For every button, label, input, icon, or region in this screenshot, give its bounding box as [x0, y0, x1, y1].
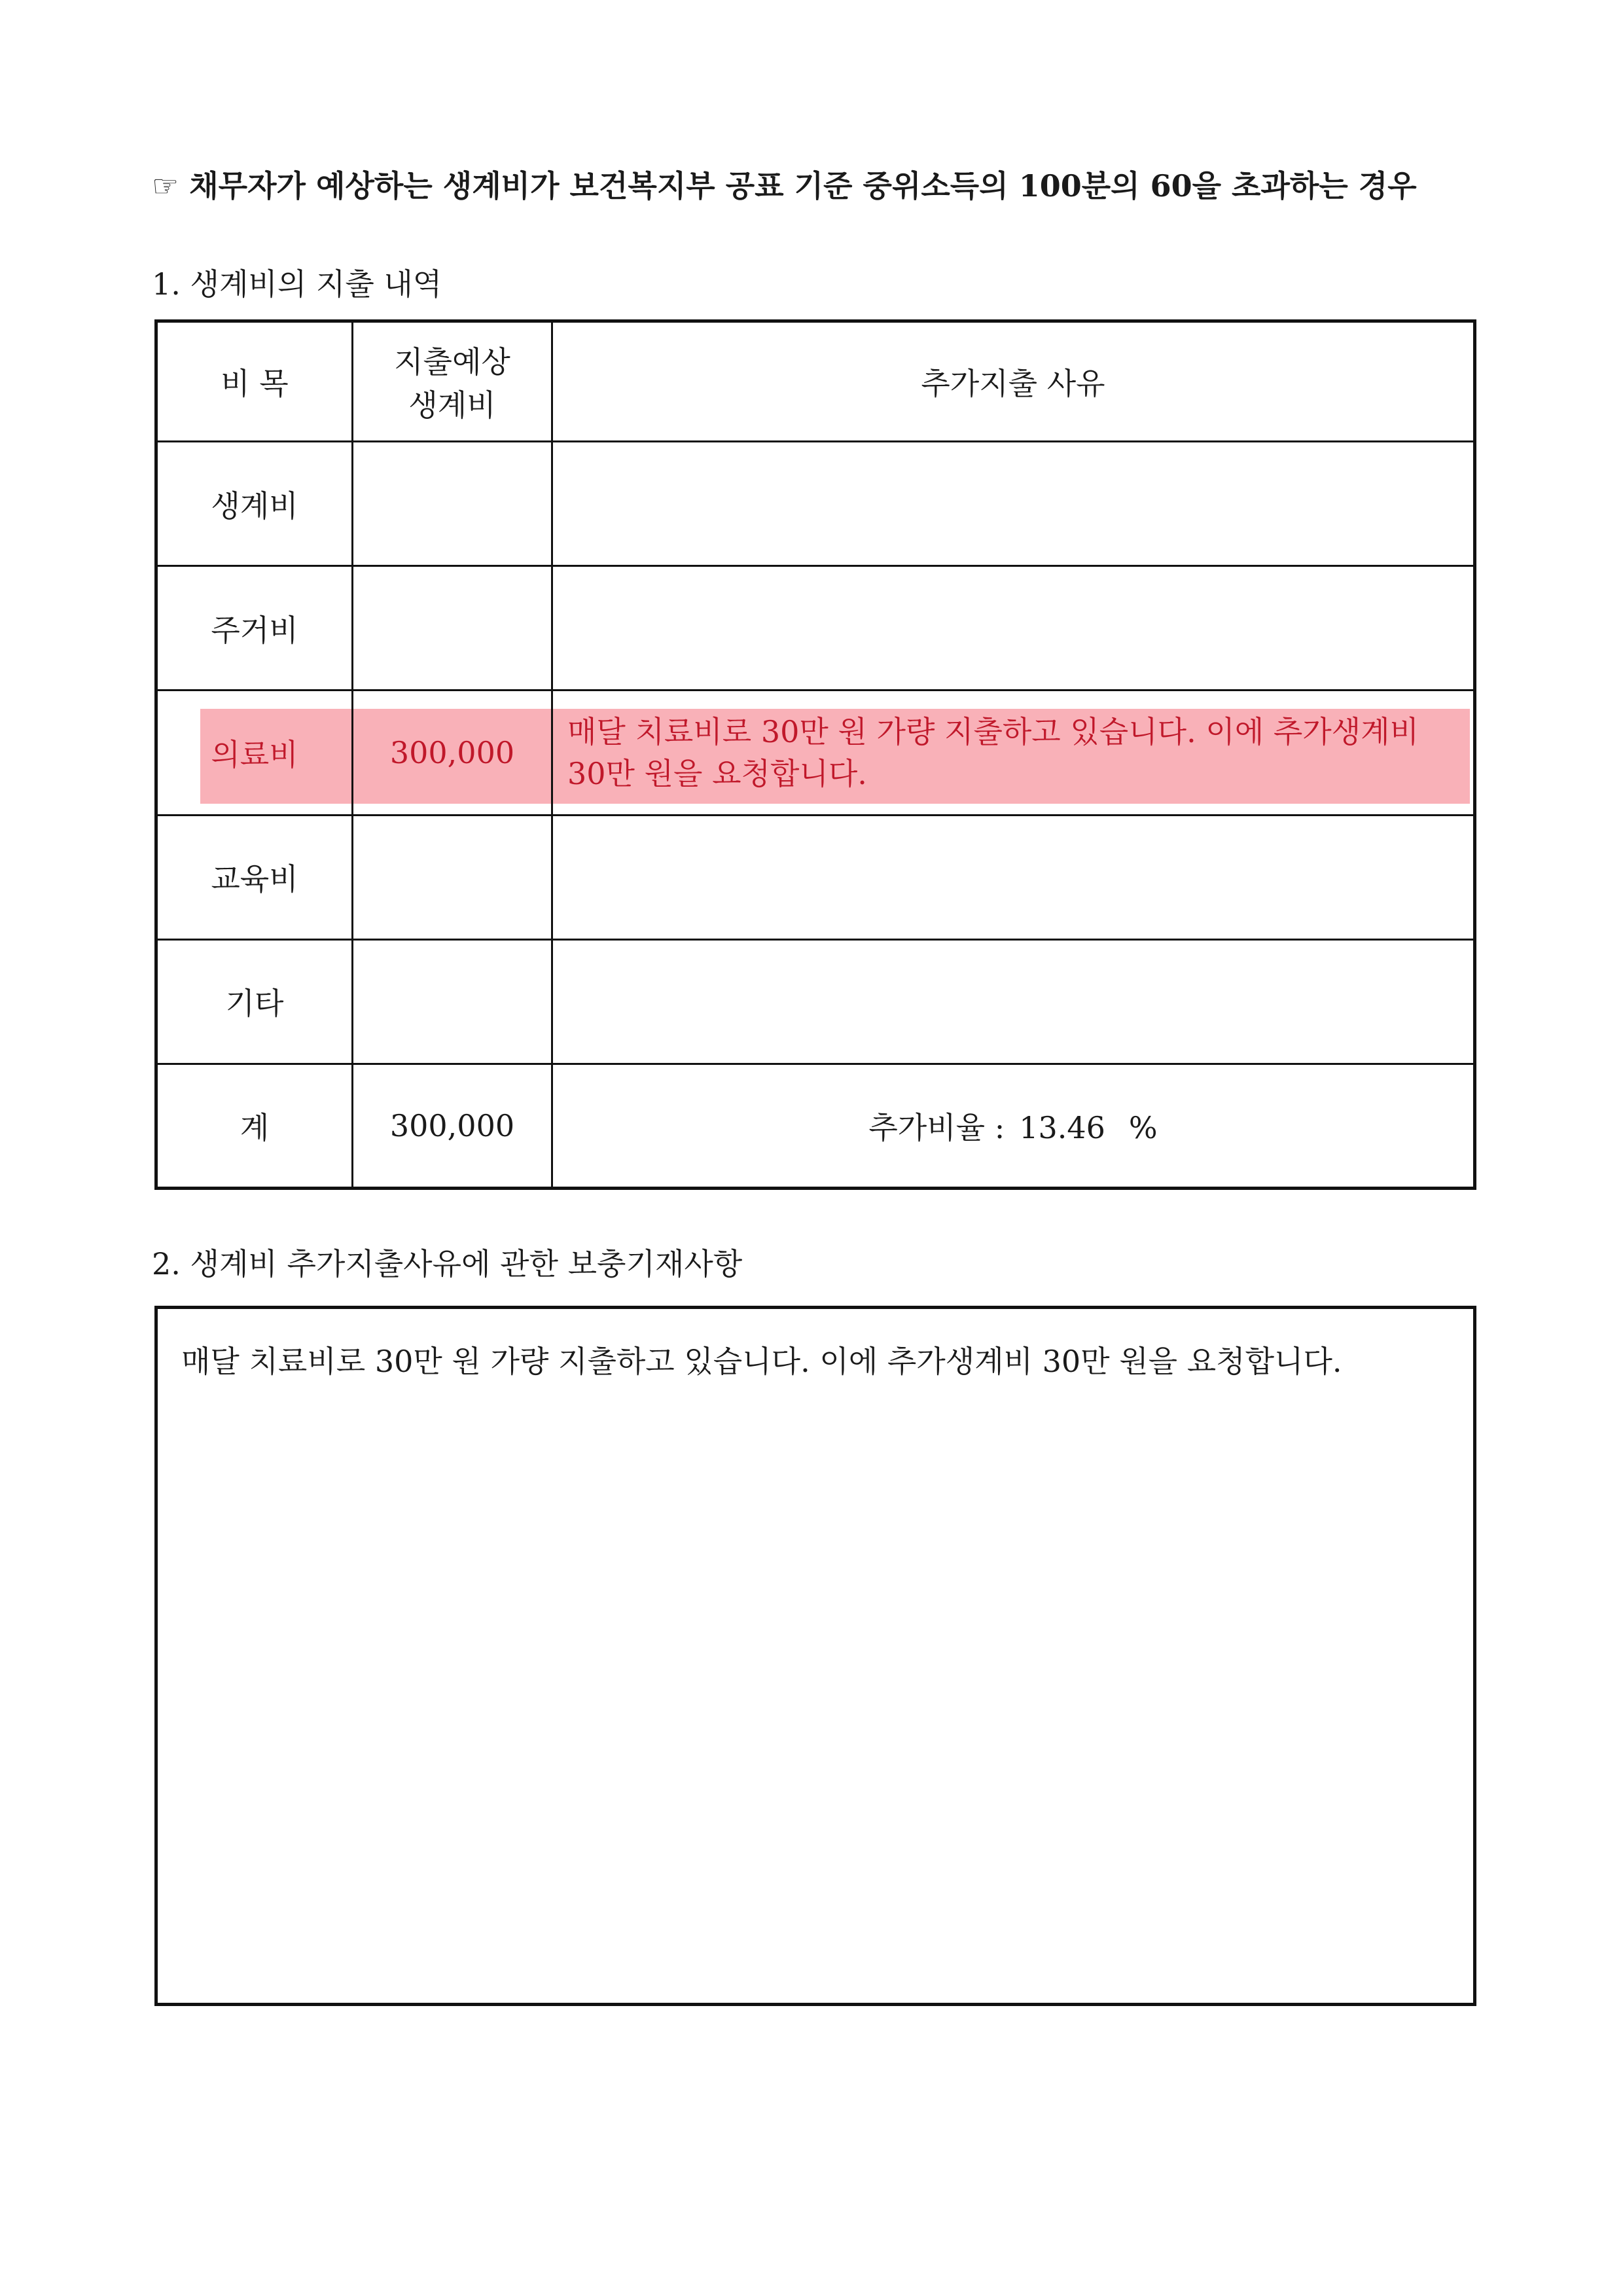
total-ratio: [552, 1064, 1475, 1188]
row-item: 생계비: [156, 442, 353, 566]
header-reason: 추가지출 사유: [552, 321, 1475, 442]
header-item: 비 목: [156, 321, 353, 442]
row-item: 의료비: [156, 691, 353, 815]
section2-title: 2. 생계비 추가지출사유에 관한 보충기재사항: [152, 1246, 743, 1282]
row-amount[interactable]: [353, 939, 552, 1064]
header-amount-line2: 생계비: [408, 387, 496, 423]
ratio-unit: %: [1128, 1109, 1158, 1145]
row-item: 기타: [156, 939, 353, 1064]
section1-title: 1. 생계비의 지출 내역: [152, 266, 442, 302]
ratio-label: 추가비율 :: [868, 1109, 1005, 1145]
table-row: [156, 442, 1475, 566]
header-amount-line1: 지출예상: [394, 344, 510, 380]
row-item: 교육비: [156, 815, 353, 939]
table-row-medical: [156, 691, 1475, 815]
row-amount[interactable]: [353, 442, 552, 566]
total-item: 계: [156, 1064, 353, 1188]
supplement-text: 매달 치료비로 30만 원 가량 지출하고 있습니다. 이에 추가생계비 30만 원을 요청합니다.: [181, 1344, 1342, 1379]
row-reason[interactable]: [552, 566, 1475, 691]
ratio-value[interactable]: 13.46: [1019, 1109, 1105, 1145]
row-reason[interactable]: [552, 939, 1475, 1064]
row-amount[interactable]: 300,000: [353, 691, 552, 815]
row-reason[interactable]: [552, 815, 1475, 939]
table-total-row: [156, 1064, 1475, 1188]
table-row: [156, 566, 1475, 691]
header-amount: [353, 321, 552, 442]
row-reason[interactable]: [552, 442, 1475, 566]
table-header-row: [156, 321, 1475, 442]
row-item: 주거비: [156, 566, 353, 691]
row-reason[interactable]: 매달 치료비로 30만 원 가량 지출하고 있습니다. 이에 추가생계비 30만 원을 요청합니다.: [552, 691, 1475, 815]
expense-table: [154, 319, 1476, 1190]
table-row: [156, 815, 1475, 939]
row-amount[interactable]: [353, 815, 552, 939]
table-row: [156, 939, 1475, 1064]
row-amount[interactable]: [353, 566, 552, 691]
supplement-box[interactable]: [154, 1306, 1476, 2006]
pointing-hand-icon: ☞: [152, 168, 179, 204]
notice-line: [152, 162, 1526, 206]
total-amount: 300,000: [353, 1064, 552, 1188]
notice-text: 채무자가 예상하는 생계비가 보건복지부 공표 기준 중위소득의 100분의 60을 초과하는 경우: [189, 168, 1417, 204]
